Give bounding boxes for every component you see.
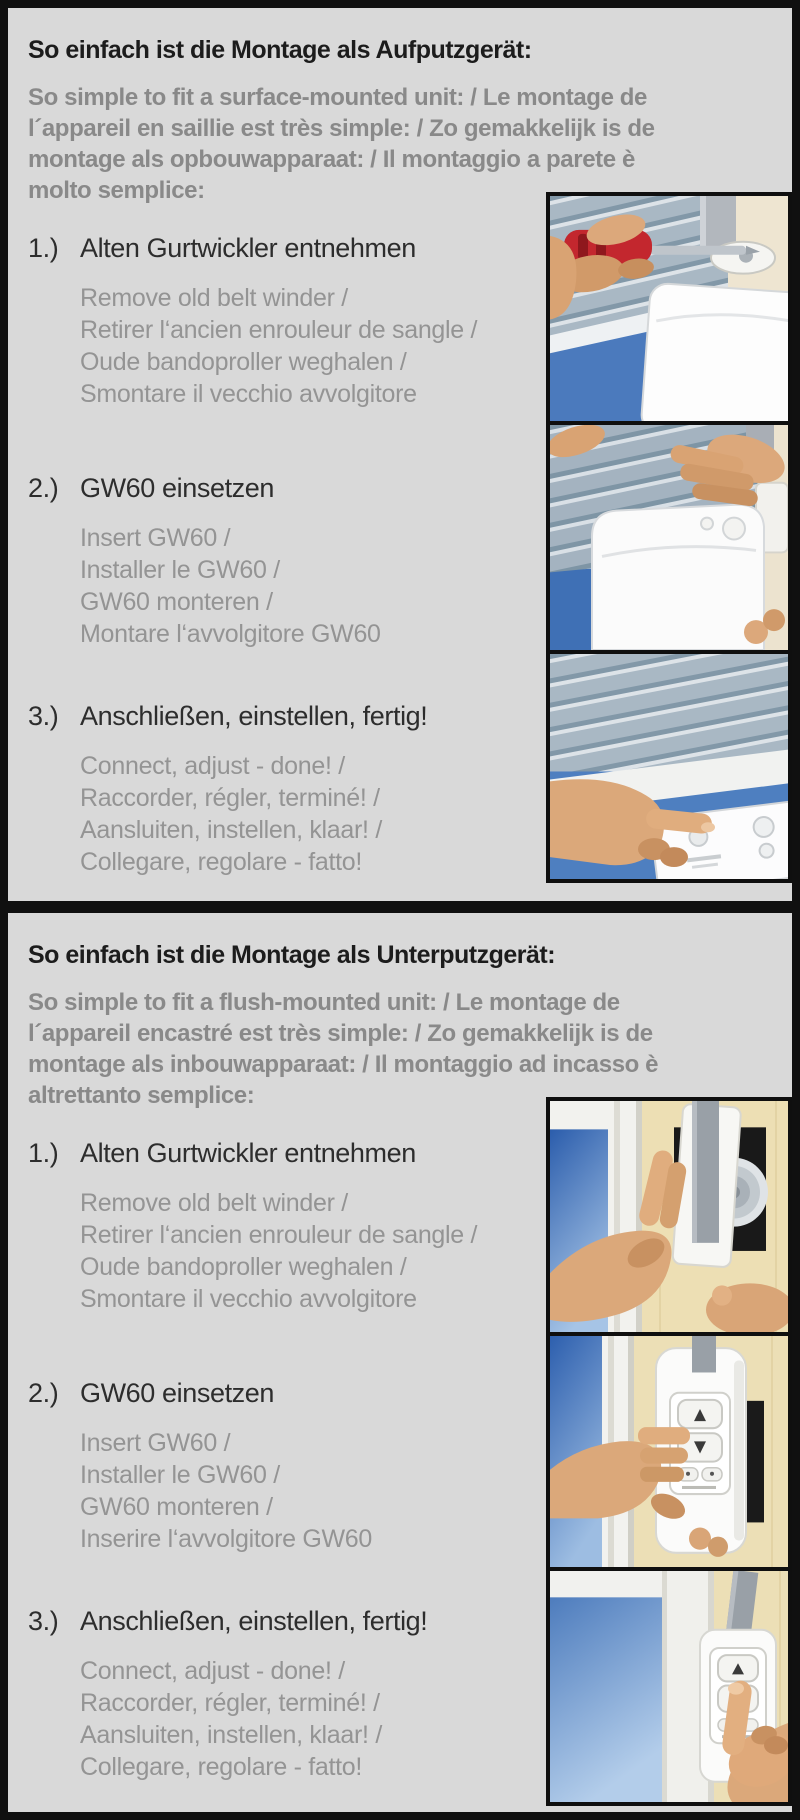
- step-item: [28, 232, 538, 264]
- photo-column-surface: [546, 192, 792, 883]
- translation-line: GW60 monteren /: [80, 587, 273, 616]
- photo-illustration: [550, 425, 788, 650]
- translation-line: Retirer l‘ancien enrouleur de sangle /: [80, 1220, 478, 1249]
- translation-line: Remove old belt winder /: [80, 283, 348, 312]
- translation-line: Connect, adjust - done! /: [80, 751, 345, 780]
- section-surface-mounted: [8, 8, 792, 901]
- roller-shutter-slats: [550, 654, 788, 771]
- subtitle-line: l´appareil en saillie est très simple: / Zo gemakkelijk is de: [28, 114, 655, 142]
- translation-line: Smontare il vecchio avvolgitore: [80, 379, 417, 408]
- old-winder-device: [640, 283, 788, 421]
- subtitle-line: l´appareil encastré est très simple: / Zo gemakkelijk is de: [28, 1019, 653, 1047]
- subtitle-line: montage als opbouwapparaat: / Il montaggio a parete è: [28, 145, 635, 173]
- step-number: 2.): [28, 472, 59, 503]
- photo-column-flush: [546, 1097, 792, 1806]
- translation-line: Raccorder, régler, terminé! /: [80, 1688, 380, 1717]
- photo-step2-flush: [550, 1336, 788, 1567]
- section-subtitle: [28, 987, 768, 1111]
- panel-divider: [8, 901, 792, 913]
- translation-line: Raccorder, régler, terminé! /: [80, 783, 380, 812]
- section-title: So einfach ist die Montage als Unterputzgerät:: [28, 940, 556, 969]
- section-title: So einfach ist die Montage als Aufputzgerät:: [28, 35, 532, 64]
- translation-line: Aansluiten, instellen, klaar! /: [80, 815, 382, 844]
- translation-line: Oude bandoproller weghalen /: [80, 347, 407, 376]
- step-translations: [80, 282, 538, 410]
- translation-line: GW60 monteren /: [80, 1492, 273, 1521]
- window-pane: [550, 1571, 662, 1802]
- photo-step3-flush: [550, 1571, 788, 1802]
- translation-line: Montare l‘avvolgitore GW60: [80, 619, 381, 648]
- translation-line: Installer le GW60 /: [80, 1460, 280, 1489]
- translation-line: Installer le GW60 /: [80, 555, 280, 584]
- step-heading: GW60 einsetzen: [80, 1377, 274, 1408]
- screwdriver-shaft: [650, 246, 746, 255]
- step-heading: GW60 einsetzen: [80, 472, 274, 503]
- step-translations: [80, 1187, 538, 1315]
- step-translations: [80, 1655, 538, 1783]
- gw60-device: [592, 505, 764, 650]
- step-number: 2.): [28, 1377, 59, 1408]
- step-number: 1.): [28, 232, 59, 263]
- translation-line: Retirer l‘ancien enrouleur de sangle /: [80, 315, 478, 344]
- translation-line: Collegare, regolare - fatto!: [80, 847, 363, 876]
- subtitle-line: montage als inbouwapparaat: / Il montaggio ad incasso è: [28, 1050, 659, 1078]
- translation-line: Smontare il vecchio avvolgitore: [80, 1284, 417, 1313]
- subtitle-line: altrettanto semplice:: [28, 1081, 255, 1109]
- steps-list: [28, 1137, 538, 1783]
- step-translations: [80, 750, 538, 878]
- translation-line: Inserire l‘avvolgitore GW60: [80, 1524, 373, 1553]
- section-subtitle: [28, 82, 768, 206]
- belt-strap: [692, 1336, 716, 1372]
- photo-illustration: [550, 1336, 788, 1567]
- step-item: [28, 1377, 538, 1409]
- subtitle-line: So simple to fit a flush-mounted unit: / Le montage de: [28, 988, 620, 1016]
- photo-step2-surface: [550, 425, 788, 650]
- subtitle-line: So simple to fit a surface-mounted unit: / Le montage de: [28, 83, 647, 111]
- photo-step1-surface: [550, 196, 788, 421]
- photo-illustration: [550, 1571, 788, 1802]
- step-number: 3.): [28, 700, 59, 731]
- subtitle-line: molto semplice:: [28, 176, 205, 204]
- translation-line: Aansluiten, instellen, klaar! /: [80, 1720, 382, 1749]
- step-item: [28, 1605, 538, 1637]
- steps-list: [28, 232, 538, 878]
- translation-line: Collegare, regolare - fatto!: [80, 1752, 363, 1781]
- translation-line: Remove old belt winder /: [80, 1188, 348, 1217]
- step-heading: Alten Gurtwickler entnehmen: [80, 1137, 416, 1168]
- step-item: [28, 700, 538, 732]
- step-number: 3.): [28, 1605, 59, 1636]
- step-heading: Anschließen, einstellen, fertig!: [80, 700, 428, 731]
- photo-step3-surface: [550, 654, 788, 879]
- step-translations: [80, 522, 538, 650]
- translation-line: Oude bandoproller weghalen /: [80, 1252, 407, 1281]
- translation-line: Insert GW60 /: [80, 523, 231, 552]
- step-item: [28, 1137, 538, 1169]
- step-translations: [80, 1427, 538, 1555]
- translation-line: Connect, adjust - done! /: [80, 1656, 345, 1685]
- photo-illustration: [550, 654, 788, 879]
- step-item: [28, 472, 538, 504]
- step-heading: Anschließen, einstellen, fertig!: [80, 1605, 428, 1636]
- photo-illustration: [550, 196, 788, 421]
- photo-illustration: [550, 1101, 788, 1332]
- section-flush-mounted: [8, 913, 792, 1812]
- step-number: 1.): [28, 1137, 59, 1168]
- photo-step1-flush: [550, 1101, 788, 1332]
- translation-line: Insert GW60 /: [80, 1428, 231, 1457]
- step-heading: Alten Gurtwickler entnehmen: [80, 232, 416, 263]
